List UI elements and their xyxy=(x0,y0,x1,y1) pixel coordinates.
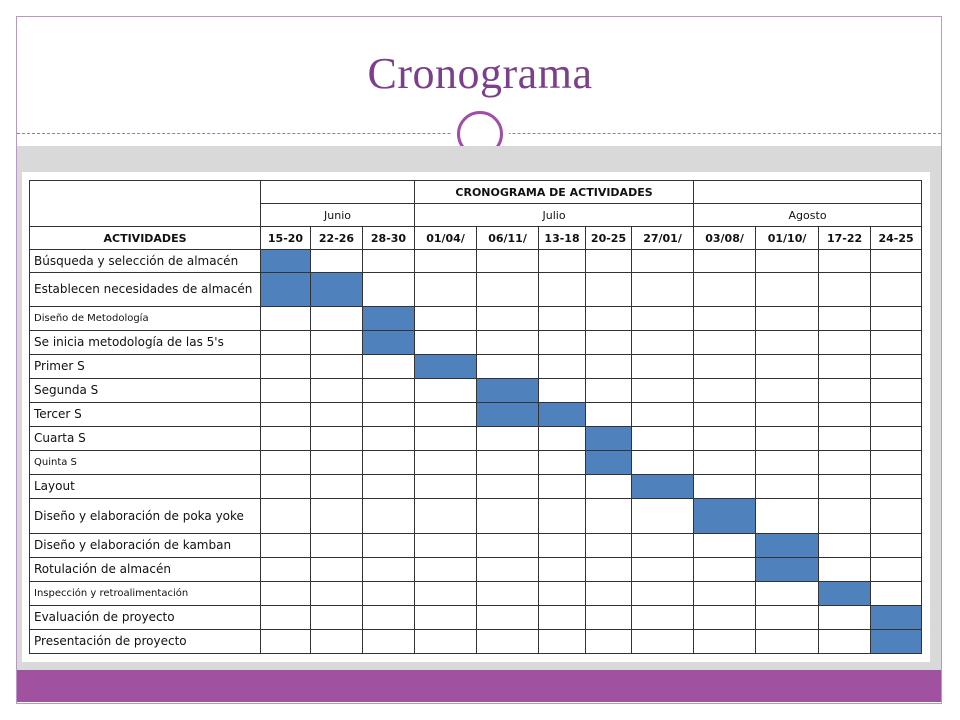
activity-row xyxy=(30,451,922,475)
gantt-cell xyxy=(871,534,922,558)
gantt-cell xyxy=(363,630,415,654)
activity-row xyxy=(30,403,922,427)
gantt-cell xyxy=(694,273,756,307)
gantt-cell xyxy=(415,403,477,427)
gantt-bar xyxy=(261,250,311,273)
header-spacer xyxy=(261,181,415,204)
gantt-cell xyxy=(261,475,311,499)
gantt-bar xyxy=(756,558,819,582)
period-header: 01/04/ xyxy=(415,227,477,250)
period-header: 17-22 xyxy=(819,227,871,250)
gantt-cell xyxy=(539,379,586,403)
gantt-cell xyxy=(539,427,586,451)
gantt-cell xyxy=(477,307,539,331)
period-header: 06/11/ xyxy=(477,227,539,250)
gantt-cell xyxy=(477,582,539,606)
gantt-cell xyxy=(871,250,922,273)
gantt-cell xyxy=(586,331,632,355)
gantt-cell xyxy=(819,534,871,558)
gantt-cell xyxy=(586,499,632,534)
gantt-cell xyxy=(756,475,819,499)
gantt-cell xyxy=(819,403,871,427)
gantt-cell xyxy=(261,355,311,379)
period-header: 15-20 xyxy=(261,227,311,250)
gantt-cell xyxy=(694,427,756,451)
gantt-cell xyxy=(819,427,871,451)
header-row-periods xyxy=(30,227,922,250)
gantt-cell xyxy=(756,273,819,307)
gantt-cell xyxy=(363,451,415,475)
gantt-cell xyxy=(756,250,819,273)
activity-row xyxy=(30,427,922,451)
gantt-cell xyxy=(756,331,819,355)
gantt-cell xyxy=(586,630,632,654)
gantt-cell xyxy=(539,558,586,582)
footer-bar xyxy=(17,670,941,702)
gantt-cell xyxy=(311,534,363,558)
gantt-cell xyxy=(261,630,311,654)
gantt-cell xyxy=(311,606,363,630)
gantt-cell xyxy=(539,355,586,379)
gantt-bar xyxy=(363,331,415,355)
period-header: 20-25 xyxy=(586,227,632,250)
gantt-cell xyxy=(756,630,819,654)
gantt-cell xyxy=(477,499,539,534)
gantt-cell xyxy=(415,250,477,273)
gantt-cell xyxy=(586,379,632,403)
period-header: 22-26 xyxy=(311,227,363,250)
period-header: 01/10/ xyxy=(756,227,819,250)
gantt-cell xyxy=(871,582,922,606)
gantt-cell xyxy=(477,534,539,558)
gantt-cell xyxy=(363,427,415,451)
gantt-cell xyxy=(311,582,363,606)
gantt-cell xyxy=(539,534,586,558)
gantt-cell xyxy=(819,250,871,273)
gantt-cell xyxy=(756,379,819,403)
gantt-cell xyxy=(311,427,363,451)
gantt-cell xyxy=(363,558,415,582)
gantt-cell xyxy=(819,606,871,630)
gantt-cell xyxy=(632,307,694,331)
gantt-cell xyxy=(539,250,586,273)
gantt-cell xyxy=(363,582,415,606)
gantt-cell xyxy=(586,273,632,307)
gantt-cell xyxy=(415,534,477,558)
header-blank xyxy=(30,181,261,227)
gantt-cell xyxy=(694,331,756,355)
slide-title: Cronograma xyxy=(367,49,593,98)
activity-label: Segunda S xyxy=(30,379,261,403)
gantt-cell xyxy=(415,558,477,582)
gantt-cell xyxy=(694,534,756,558)
activity-label: Diseño de Metodología xyxy=(30,307,261,331)
gantt-bar xyxy=(586,451,632,475)
gantt-cell xyxy=(632,379,694,403)
gantt-cell xyxy=(311,558,363,582)
gantt-bar xyxy=(694,499,756,534)
gantt-bar xyxy=(539,403,586,427)
activity-label: Evaluación de proyecto xyxy=(30,606,261,630)
gantt-cell xyxy=(261,582,311,606)
activity-label: Layout xyxy=(30,475,261,499)
gantt-cell xyxy=(261,403,311,427)
gantt-cell xyxy=(363,403,415,427)
gantt-cell xyxy=(871,355,922,379)
gantt-cell xyxy=(632,630,694,654)
gantt-cell xyxy=(586,307,632,331)
gantt-cell xyxy=(871,475,922,499)
gantt-cell xyxy=(586,582,632,606)
activity-row xyxy=(30,307,922,331)
gantt-cell xyxy=(586,403,632,427)
gantt-cell xyxy=(694,475,756,499)
gantt-bar xyxy=(363,307,415,331)
activity-label: Búsqueda y selección de almacén xyxy=(30,250,261,273)
gantt-cell xyxy=(756,307,819,331)
activity-row xyxy=(30,499,922,534)
gantt-cell xyxy=(363,499,415,534)
gantt-cell xyxy=(477,606,539,630)
gantt-cell xyxy=(632,355,694,379)
gantt-bar xyxy=(632,475,694,499)
gantt-bar xyxy=(871,630,922,654)
gantt-cell xyxy=(261,558,311,582)
gantt-cell xyxy=(632,499,694,534)
activity-row xyxy=(30,379,922,403)
gantt-cell xyxy=(694,582,756,606)
gantt-cell xyxy=(477,630,539,654)
gantt-cell xyxy=(819,499,871,534)
gantt-cell xyxy=(756,499,819,534)
gantt-cell xyxy=(694,558,756,582)
gantt-cell xyxy=(586,606,632,630)
gantt-cell xyxy=(415,273,477,307)
activity-row xyxy=(30,331,922,355)
gantt-cell xyxy=(539,451,586,475)
activity-label: Primer S xyxy=(30,355,261,379)
gantt-cell xyxy=(311,499,363,534)
gantt-cell xyxy=(632,403,694,427)
activity-row xyxy=(30,558,922,582)
gantt-cell xyxy=(871,331,922,355)
gantt-cell xyxy=(694,355,756,379)
gantt-cell xyxy=(311,451,363,475)
gantt-bar xyxy=(477,403,539,427)
gantt-cell xyxy=(871,499,922,534)
gantt-cell xyxy=(871,427,922,451)
gantt-cell xyxy=(756,451,819,475)
gantt-cell xyxy=(539,475,586,499)
gantt-cell xyxy=(311,331,363,355)
gantt-cell xyxy=(539,331,586,355)
gantt-cell xyxy=(477,558,539,582)
gantt-cell xyxy=(632,250,694,273)
gantt-cell xyxy=(415,307,477,331)
gantt-cell xyxy=(415,331,477,355)
period-header: 24-25 xyxy=(871,227,922,250)
gantt-cell xyxy=(363,250,415,273)
gantt-cell xyxy=(415,582,477,606)
gantt-cell xyxy=(586,534,632,558)
gantt-cell xyxy=(539,582,586,606)
gantt-cell xyxy=(819,355,871,379)
gantt-cell xyxy=(477,475,539,499)
gantt-cell xyxy=(632,451,694,475)
gantt-bar xyxy=(871,606,922,630)
gantt-cell xyxy=(586,250,632,273)
gantt-table xyxy=(29,180,922,654)
gantt-cell xyxy=(756,355,819,379)
gantt-cell xyxy=(756,403,819,427)
gantt-cell xyxy=(363,606,415,630)
gantt-bar xyxy=(311,273,363,307)
gantt-cell xyxy=(871,273,922,307)
gantt-cell xyxy=(632,606,694,630)
activity-row xyxy=(30,534,922,558)
gantt-cell xyxy=(261,534,311,558)
gantt-cell xyxy=(694,250,756,273)
gantt-cell xyxy=(871,558,922,582)
gantt-cell xyxy=(415,630,477,654)
gantt-cell xyxy=(819,630,871,654)
period-header: 13-18 xyxy=(539,227,586,250)
gantt-cell xyxy=(819,558,871,582)
gantt-cell xyxy=(539,606,586,630)
gantt-cell xyxy=(871,403,922,427)
gantt-cell xyxy=(311,475,363,499)
gantt-cell xyxy=(632,534,694,558)
gantt-cell xyxy=(819,273,871,307)
gantt-cell xyxy=(694,606,756,630)
gantt-cell xyxy=(311,630,363,654)
gantt-cell xyxy=(819,331,871,355)
gantt-cell xyxy=(311,403,363,427)
gantt-cell xyxy=(586,475,632,499)
activities-header: ACTIVIDADES xyxy=(30,227,261,250)
activity-row xyxy=(30,355,922,379)
month-header: Junio xyxy=(261,204,415,227)
gantt-cell xyxy=(311,307,363,331)
gantt-cell xyxy=(477,427,539,451)
gantt-cell xyxy=(415,606,477,630)
activity-row xyxy=(30,273,922,307)
gantt-cell xyxy=(261,307,311,331)
gantt-bar xyxy=(477,379,539,403)
activity-label: Cuarta S xyxy=(30,427,261,451)
gantt-cell xyxy=(756,582,819,606)
gantt-cell xyxy=(363,273,415,307)
period-header: 03/08/ xyxy=(694,227,756,250)
gantt-cell xyxy=(261,427,311,451)
gantt-cell xyxy=(694,379,756,403)
gantt-cell xyxy=(415,451,477,475)
gantt-cell xyxy=(871,379,922,403)
activity-label: Diseño y elaboración de poka yoke xyxy=(30,499,261,534)
activity-row xyxy=(30,606,922,630)
gantt-cell xyxy=(756,606,819,630)
gantt-bar xyxy=(819,582,871,606)
gantt-cell xyxy=(632,582,694,606)
gantt-cell xyxy=(539,630,586,654)
gantt-cell xyxy=(311,379,363,403)
gantt-cell xyxy=(539,499,586,534)
activity-label: Diseño y elaboración de kamban xyxy=(30,534,261,558)
activity-label: Inspección y retroalimentación xyxy=(30,582,261,606)
gantt-cell xyxy=(819,379,871,403)
gantt-cell xyxy=(539,273,586,307)
gantt-bar xyxy=(415,355,477,379)
gantt-cell xyxy=(586,558,632,582)
activity-label: Se inicia metodología de las 5's xyxy=(30,331,261,355)
gantt-cell xyxy=(261,499,311,534)
gantt-cell xyxy=(311,355,363,379)
activity-row xyxy=(30,630,922,654)
gantt-cell xyxy=(477,451,539,475)
gantt-cell xyxy=(261,379,311,403)
gantt-cell xyxy=(694,451,756,475)
gantt-cell xyxy=(819,451,871,475)
gantt-bar xyxy=(261,273,311,307)
period-header: 27/01/ xyxy=(632,227,694,250)
activity-row xyxy=(30,250,922,273)
gantt-cell xyxy=(363,534,415,558)
gantt-cell xyxy=(871,307,922,331)
gantt-cell xyxy=(415,499,477,534)
gantt-cell xyxy=(539,307,586,331)
gantt-cell xyxy=(632,331,694,355)
gantt-cell xyxy=(477,273,539,307)
gantt-cell xyxy=(363,379,415,403)
gantt-cell xyxy=(694,630,756,654)
month-header: Agosto xyxy=(694,204,922,227)
activity-label: Tercer S xyxy=(30,403,261,427)
gantt-cell xyxy=(586,355,632,379)
gantt-cell xyxy=(819,475,871,499)
month-header: Julio xyxy=(415,204,694,227)
gantt-cell xyxy=(632,273,694,307)
header-row-title xyxy=(30,181,922,204)
gantt-cell xyxy=(415,427,477,451)
gantt-cell xyxy=(756,427,819,451)
activity-label: Quinta S xyxy=(30,451,261,475)
gantt-cell xyxy=(415,475,477,499)
gantt-cell xyxy=(261,331,311,355)
activity-label: Establecen necesidades de almacén xyxy=(30,273,261,307)
gantt-cell xyxy=(477,355,539,379)
gantt-cell xyxy=(632,427,694,451)
gantt-cell xyxy=(477,250,539,273)
header-spacer xyxy=(694,181,922,204)
gantt-cell xyxy=(363,475,415,499)
schedule-title: CRONOGRAMA DE ACTIVIDADES xyxy=(415,181,694,204)
activity-row xyxy=(30,475,922,499)
period-header: 28-30 xyxy=(363,227,415,250)
gantt-cell xyxy=(871,451,922,475)
gantt-cell xyxy=(415,379,477,403)
gantt-cell xyxy=(694,403,756,427)
gantt-cell xyxy=(261,451,311,475)
activity-row xyxy=(30,582,922,606)
gantt-cell xyxy=(363,355,415,379)
gantt-bar xyxy=(586,427,632,451)
activity-label: Presentación de proyecto xyxy=(30,630,261,654)
gantt-cell xyxy=(632,558,694,582)
gantt-cell xyxy=(694,307,756,331)
activity-label: Rotulación de almacén xyxy=(30,558,261,582)
gantt-bar xyxy=(756,534,819,558)
gantt-cell xyxy=(261,606,311,630)
gantt-cell xyxy=(819,307,871,331)
gantt-cell xyxy=(477,331,539,355)
gantt-cell xyxy=(311,250,363,273)
